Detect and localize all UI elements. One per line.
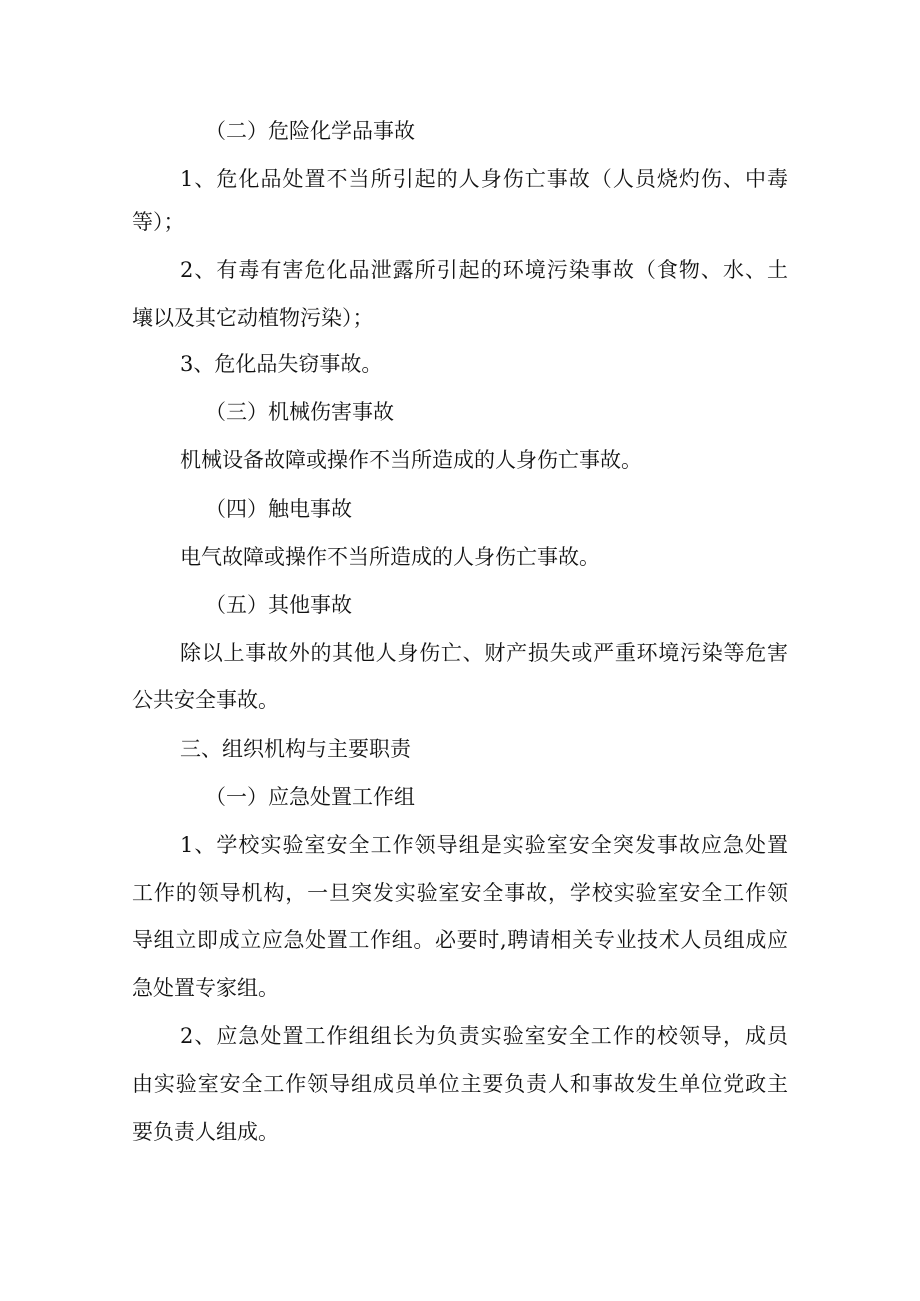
paragraph-line: 等）； (132, 210, 185, 234)
paragraph-line: 导组立即成立应急处置工作组。必要时,聘请相关专业技术人员组成应 (132, 928, 788, 952)
section-heading: 三、组织机构与主要职责 (180, 737, 411, 761)
paragraph-line: 要负责人组成。 (132, 1120, 279, 1144)
paragraph-line: 工作的领导机构，一旦突发实验室安全事故，学校实验室安全工作领 (132, 881, 788, 905)
subheading-mechanical-injury: （三）机械伤害事故 (205, 400, 394, 424)
paragraph-line: 由实验室安全工作领导组成员单位主要负责人和事故发生单位党政主 (132, 1072, 788, 1096)
paragraph-line: 急处置专家组。 (132, 976, 279, 1000)
paragraph-line: 电气故障或操作不当所造成的人身伤亡事故。 (180, 545, 600, 569)
paragraph-line: 1、危化品处置不当所引起的人身伤亡事故（人员烧灼伤、中毒 (180, 167, 788, 191)
subheading-other-accidents: （五）其他事故 (205, 593, 352, 617)
paragraph-line: 2、有毒有害危化品泄露所引起的环境污染事故（食物、水、土 (180, 258, 788, 282)
paragraph-line: 除以上事故外的其他人身伤亡、财产损失或严重环境污染等危害 (180, 641, 788, 665)
subheading-hazardous-chemicals: （二）危险化学品事故 (205, 119, 415, 143)
paragraph-line: 机械设备故障或操作不当所造成的人身伤亡事故。 (180, 448, 642, 472)
paragraph-line: 2、应急处置工作组组长为负责实验室安全工作的校领导，成员 (180, 1024, 788, 1048)
paragraph-line: 公共安全事故。 (132, 688, 279, 712)
paragraph-line: 壤以及其它动植物污染）； (132, 306, 374, 330)
paragraph-line: 1、学校实验室安全工作领导组是实验室安全突发事故应急处置 (180, 833, 788, 857)
subheading-electric-shock: （四）触电事故 (205, 497, 352, 521)
paragraph-line: 3、危化品失窃事故。 (180, 352, 383, 376)
subheading-emergency-group: （一）应急处置工作组 (205, 785, 415, 809)
